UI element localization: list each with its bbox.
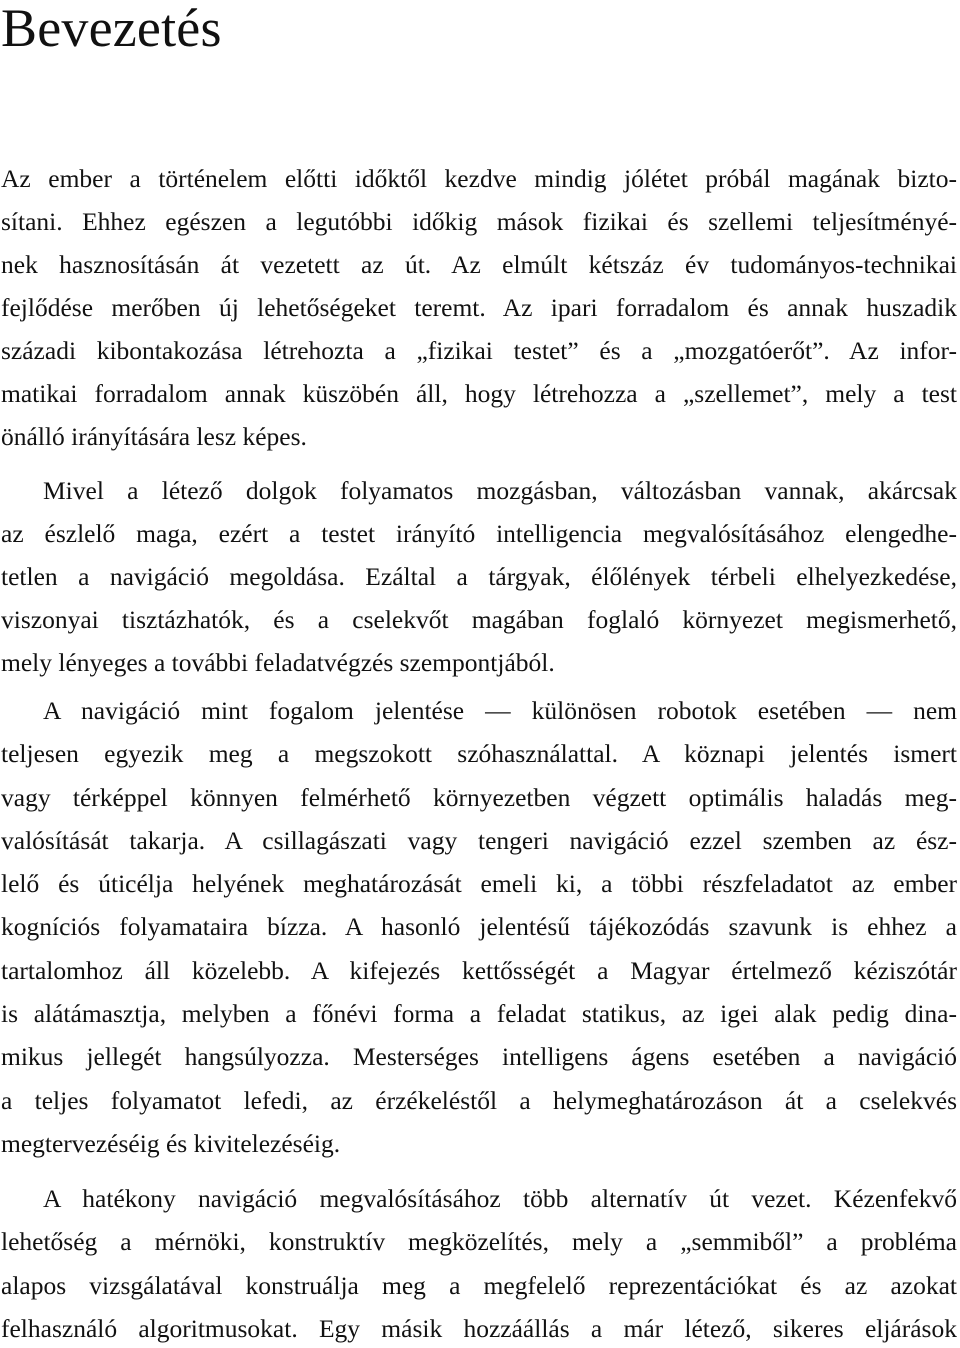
text-line: tetlen a navigáció megoldása. Ezáltal a tárgyak, élőlények térbeli elhelyezkedése, xyxy=(1,562,957,591)
chapter-heading: Bevezetés xyxy=(1,0,222,58)
text-line: lelő és úticélja helyének meghatározását emeli ki, a többi részfeladatot az ember xyxy=(1,869,957,898)
text-line: viszonyai tisztázhatók, és a cselekvőt magában foglaló környezet megismerhető, xyxy=(1,605,957,634)
text-line: teljesen egyezik meg a megszokott szóhasználattal. A köznapi jelentés ismert xyxy=(1,739,957,768)
text-line: felhasználó algoritmusokat. Egy másik hozzáállás a már létező, sikeres eljárások xyxy=(1,1314,957,1343)
text-line: sítani. Ehhez egészen a legutóbbi időkig mások fizikai és szellemi teljesítményé- xyxy=(1,207,957,236)
text-line: fejlődése merőben új lehetőségeket teremt. Az ipari forradalom és annak huszadik xyxy=(1,293,957,322)
text-line: vagy térképpel könnyen felmérhető környezetben végzett optimális haladás meg- xyxy=(1,783,957,812)
text-line: mely lényeges a további feladatvégzés szempontjából. xyxy=(1,648,555,677)
text-line: megtervezéséig és kivitelezéséig. xyxy=(1,1129,341,1158)
text-line: A hatékony navigáció megvalósításához több alternatív út vezet. Kézenfekvő xyxy=(43,1184,957,1213)
text-line: kogníciós folyamataira bízza. A hasonló jelentésű tájékozódás szavunk is ehhez a xyxy=(1,912,957,941)
text-line: önálló irányítására lesz képes. xyxy=(1,422,307,451)
text-line: matikai forradalom annak küszöbén áll, hogy létrehozza a „szellemet”, mely a test xyxy=(1,379,957,408)
text-line: A navigáció mint fogalom jelentése — különösen robotok esetében — nem xyxy=(43,696,957,725)
text-line: nek hasznosításán át vezetett az út. Az elmúlt kétszáz év tudományos-technikai xyxy=(1,250,957,279)
text-line: lehetőség a mérnöki, konstruktív megközelítés, mely a „semmiből” a probléma xyxy=(1,1227,957,1256)
text-line: századi kibontakozása létrehozta a „fizikai testet” és a „mozgatóerőt”. Az infor- xyxy=(1,336,957,365)
text-line: is alátámasztja, melyben a főnévi forma a feladat statikus, az igei alak pedig dina- xyxy=(1,999,957,1028)
text-line: Mivel a létező dolgok folyamatos mozgásban, változásban vannak, akárcsak xyxy=(43,476,957,505)
text-line: tartalomhoz áll közelebb. A kifejezés kettősségét a Magyar értelmező kéziszótár xyxy=(1,956,957,985)
text-line: Az ember a történelem előtti időktől kezdve mindig jólétet próbál magának bizto- xyxy=(1,164,957,193)
text-line: mikus jellegét hangsúlyozza. Mesterséges intelligens ágens esetében a navigáció xyxy=(1,1042,957,1071)
text-line: az észlelő maga, ezért a testet irányító intelligencia megvalósításához elengedhe- xyxy=(1,519,957,548)
text-line: a teljes folyamatot lefedi, az érzékeléstől a helymeghatározáson át a cselekvés xyxy=(1,1086,957,1115)
text-line: valósítását takarja. A csillagászati vagy tengeri navigáció ezzel szemben az ész- xyxy=(1,826,957,855)
text-line: alapos vizsgálatával konstruálja meg a megfelelő reprezentációkat és az azokat xyxy=(1,1271,957,1300)
